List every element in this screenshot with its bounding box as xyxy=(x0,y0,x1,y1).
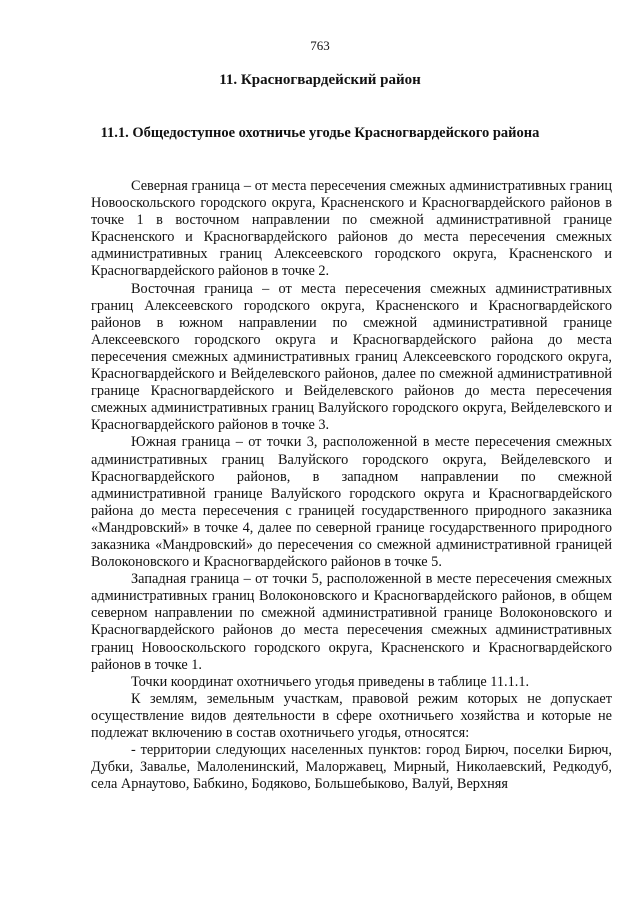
body-text xyxy=(91,178,612,793)
subsection-title: 11.1. Общедоступное охотничье угодье Красногвардейского района xyxy=(100,125,540,141)
page-number: 763 xyxy=(310,38,330,53)
paragraph-northern-border: Северная граница – от места пересечения смежных административных границ Новооскольского городского округа, Красненского и Красногвардейского районов в точке 1 в восточном направлении по смежной административной границе Красненского и Красногвардейского районов до места пересечения смежных административных границ Алексеевского городского округа, Красненского и Красногвардейского районов в точке 2. xyxy=(91,178,612,280)
paragraph-western-border: Западная граница – от точки 5, расположенной в месте пересечения смежных административных границ Волоконовского и Красногвардейского районов, в общем северном направлении по смежной административной границе Волоконовского и Красногвардейского районов до места пересечения смежных административных границ Новооскольского городского округа, Красненского и Красногвардейского районов в точке 1. xyxy=(91,571,612,673)
paragraph-eastern-border: Восточная граница – от места пересечения смежных административных границ Алексеевского городского округа, Красненского и Красногвардейского районов в южном направлении по смежной административной границе Алексеевского городского округа и Красногвардейского района до места пересечения смежных административных границ Алексеевского городского округа, Красногвардейского и Вейделевского районов, далее по смежной административной границе Красногвардейского и Вейделевского районов до места пересечения смежных административных границ Валуйского городского округа, Вейделевского и Красногвардейского районов в точке 3. xyxy=(91,280,612,434)
paragraph-southern-border: Южная граница – от точки 3, расположенной в месте пересечения смежных административных границ Валуйского городского округа, Вейделевского и Красногвардейского районов, в западном направлении по смежной административной границе Валуйского городского округа и Красногвардейского района до места пересечения с границей государственного природного заказника «Мандровский» в точке 4, далее по северной границе государственного природного заказника «Мандровский» до пересечения со смежной административной границей Волоконовского и Красногвардейского районов в точке 5. xyxy=(91,434,612,571)
paragraph-settlements-list: - территории следующих населенных пунктов: город Бирюч, поселки Бирюч, Дубки, Завалье, Малоленинский, Малоржавец, Мирный, Николаевский, Редкодуб, села Арнаутово, Бабкино, Бодяково, Большебыково, Валуй, Верхняя xyxy=(91,742,612,793)
section-title: 11. Красногвардейский район xyxy=(219,72,421,88)
paragraph-excluded-lands: К землям, земельным участкам, правовой режим которых не допускает осуществление видов деятельности в сфере охотничьего хозяйства и которые не подлежат включению в состав охотничьего угодья, относятся: xyxy=(91,690,612,741)
paragraph-coordinates-table-ref: Точки координат охотничьего угодья приведены в таблице 11.1.1. xyxy=(131,673,530,690)
